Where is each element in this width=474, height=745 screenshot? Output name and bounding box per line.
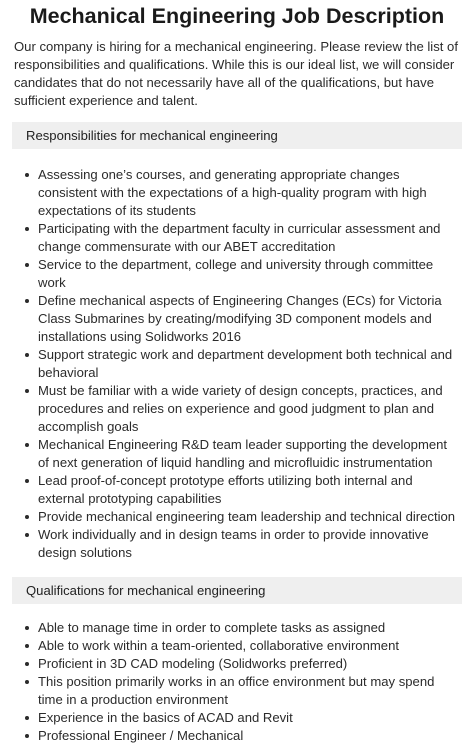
- page-title: Mechanical Engineering Job Description: [29, 4, 445, 28]
- qualification-item: Proficient in 3D CAD modeling (Solidworks preferred): [38, 655, 462, 673]
- qualification-item: Professional Engineer / Mechanical: [38, 727, 462, 745]
- responsibility-item: Participating with the department faculty in curricular assessment and change commensurate with our ABET accreditation: [38, 220, 462, 256]
- responsibility-item: Assessing one’s courses, and generating appropriate changes consistent with the expectations of a high-quality program with high expectations of its students: [38, 166, 462, 220]
- qualifications-heading: Qualifications for mechanical engineering: [12, 577, 462, 604]
- responsibility-item: Must be familiar with a wide variety of design concepts, practices, and procedures and relies on experience and good judgment to plan and accomplish goals: [38, 382, 462, 436]
- qualification-item: Able to manage time in order to complete tasks as assigned: [38, 619, 462, 637]
- qualification-item: Experience in the basics of ACAD and Revit: [38, 709, 462, 727]
- responsibility-item: Provide mechanical engineering team leadership and technical direction: [38, 508, 462, 526]
- intro-paragraph: Our company is hiring for a mechanical engineering. Please review the list of responsibilities and qualifications. While this is our ideal list, we will consider candidates that do not necessarily have all of the qualifications, but have sufficient experience and talent.: [14, 39, 458, 108]
- responsibility-item: Work individually and in design teams in order to provide innovative design solutions: [38, 526, 462, 562]
- responsibility-item: Support strategic work and department development both technical and behavioral: [38, 346, 462, 382]
- qualification-item: This position primarily works in an office environment but may spend time in a production environment: [38, 673, 462, 709]
- responsibilities-heading: Responsibilities for mechanical engineering: [12, 122, 462, 149]
- qualification-item: Able to work within a team-oriented, collaborative environment: [38, 637, 462, 655]
- responsibility-item: Define mechanical aspects of Engineering Changes (ECs) for Victoria Class Submarines by creating/modifying 3D component models and installations using Solidworks 2016: [38, 292, 462, 346]
- responsibility-item: Service to the department, college and university through committee work: [38, 256, 462, 292]
- qualifications-list: [12, 619, 462, 745]
- responsibility-item: Lead proof-of-concept prototype efforts utilizing both internal and external prototyping capabilities: [38, 472, 462, 508]
- responsibility-item: Mechanical Engineering R&D team leader supporting the development of next generation of liquid handling and microfluidic instrumentation: [38, 436, 462, 472]
- responsibilities-list: [12, 166, 462, 562]
